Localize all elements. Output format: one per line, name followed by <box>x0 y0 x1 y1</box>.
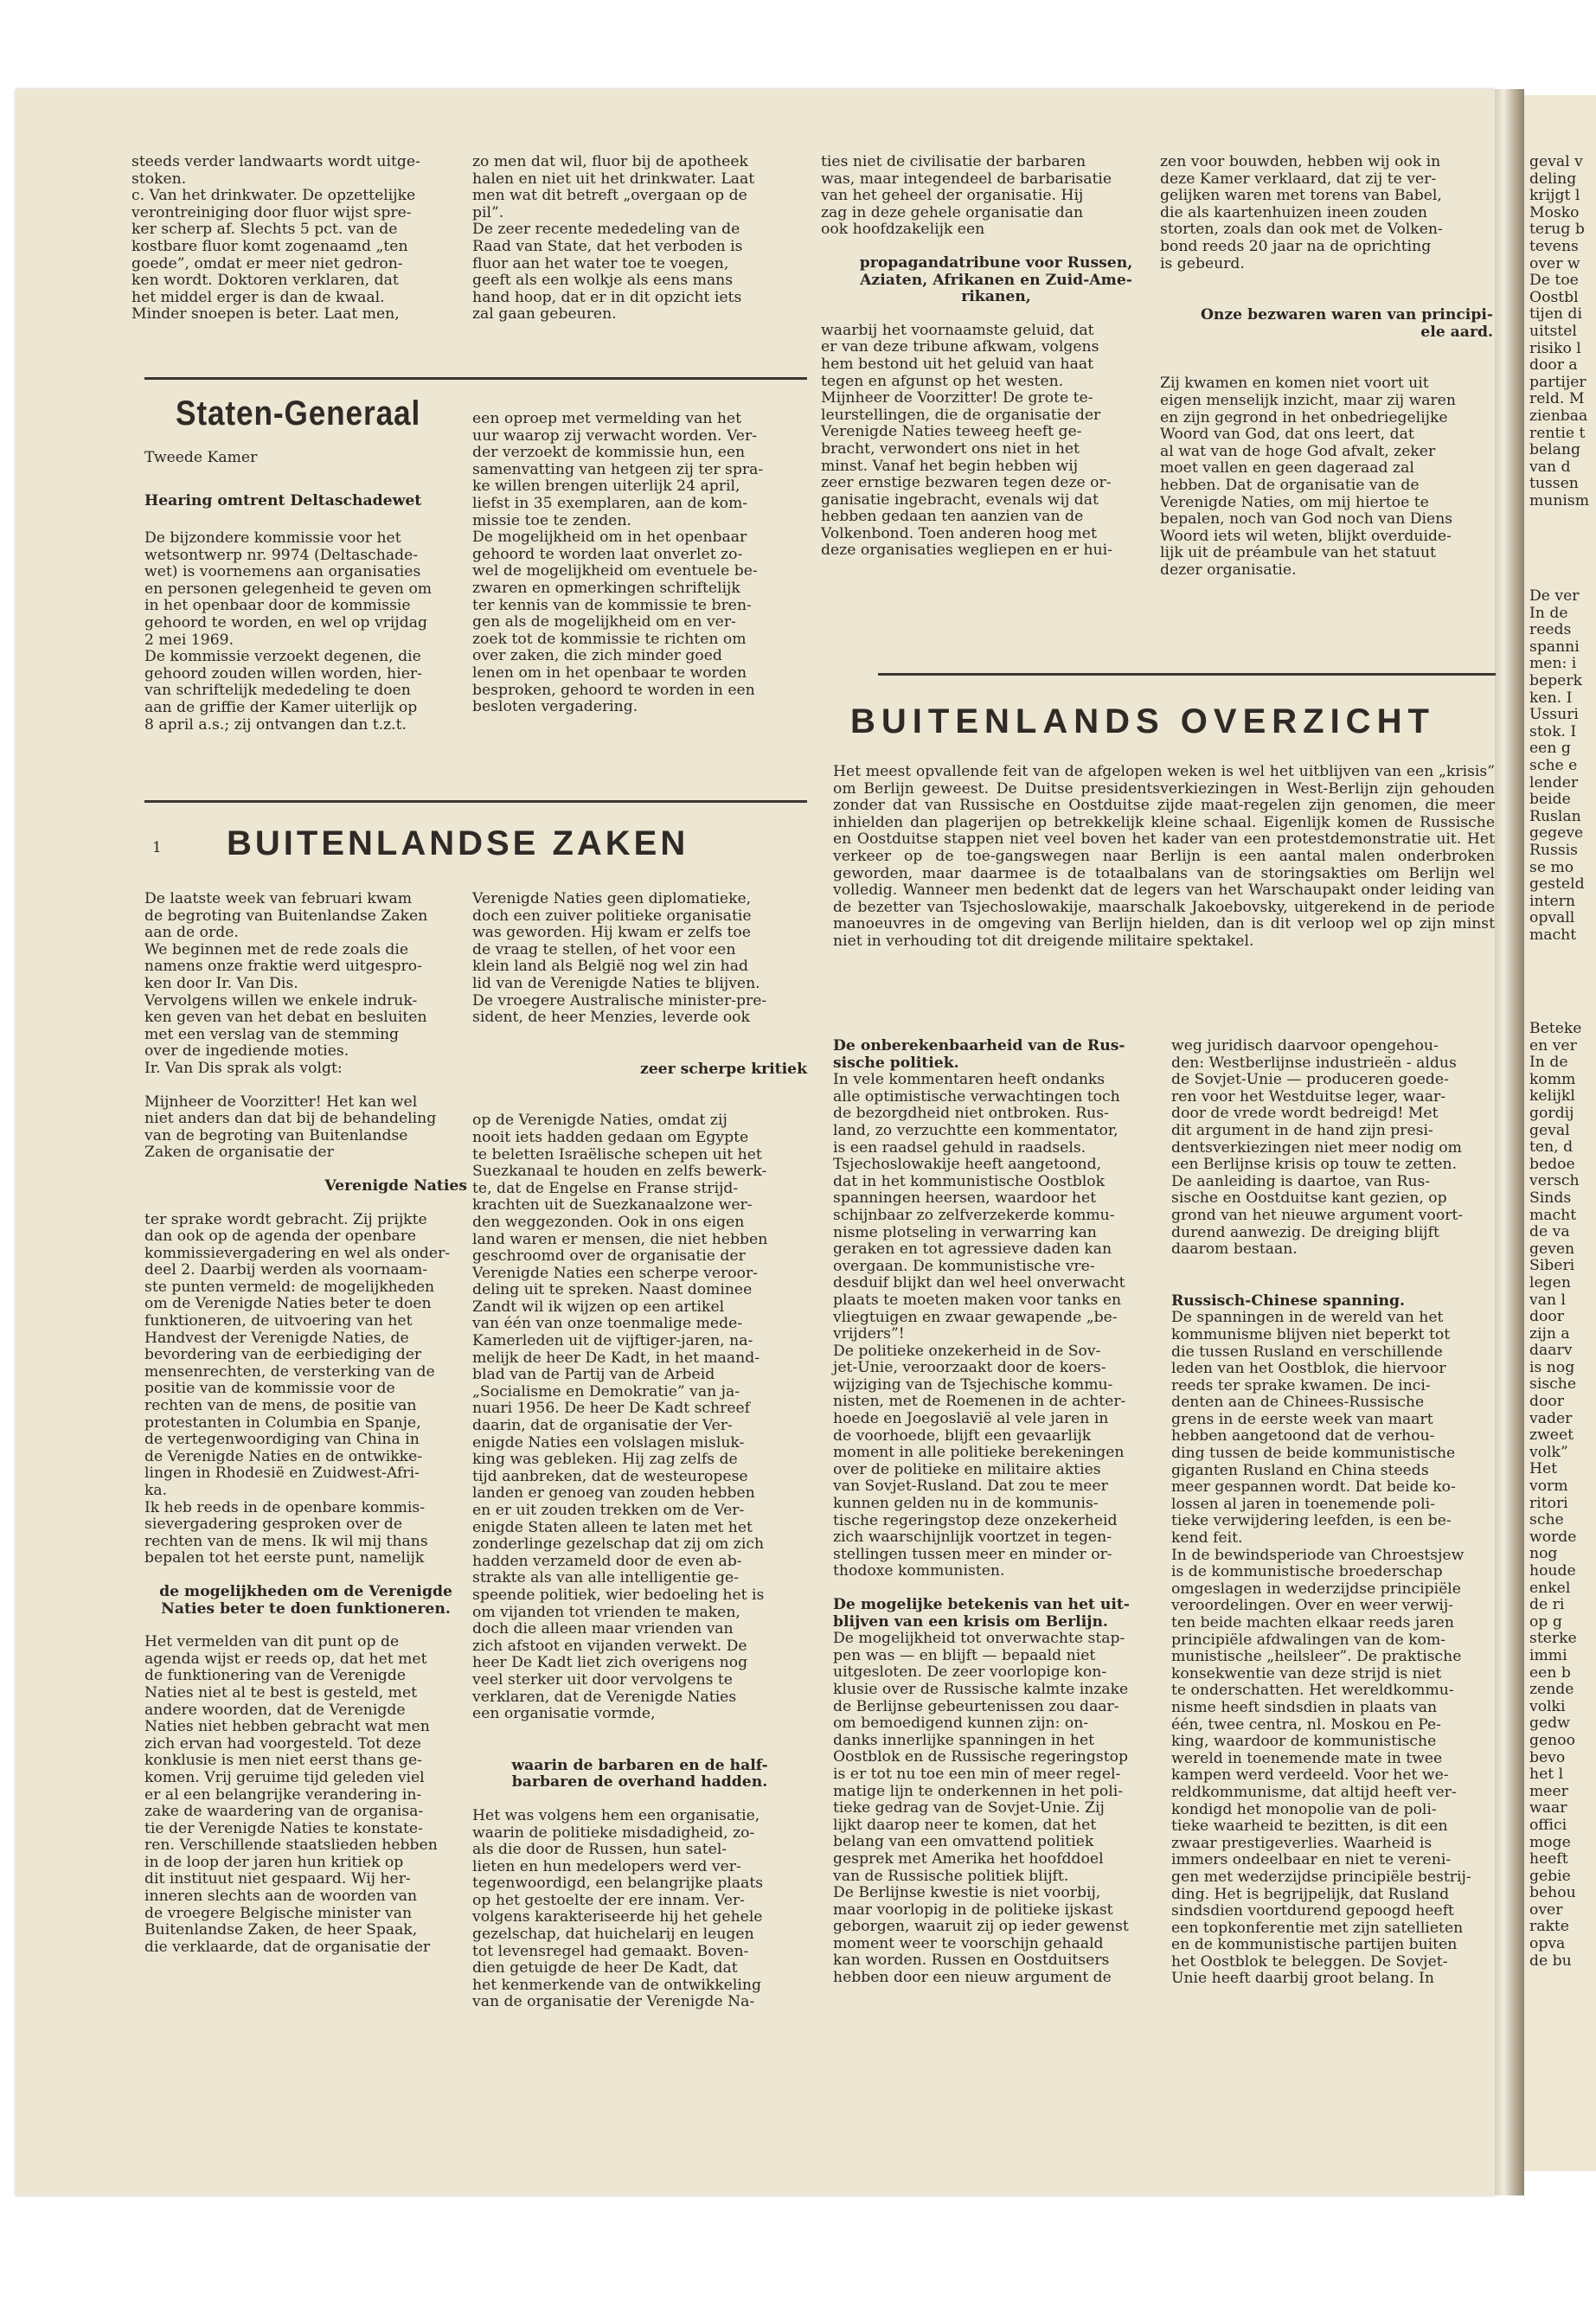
column3-top-text-a: ties niet de civilisatie der barbaren was, maar integendeel de barbarisatie van het geheel der organisatie. Hij zag in deze gehele organisatie dan ook hoofdzakelijk een <box>821 153 1112 239</box>
bz-c1-text-c: ter sprake wordt gebracht. Zij prijkte dan ook op de agenda der openbare kommissievergadering en wel als onder- deel 2. Daarbij werden als voornaam- ste punten vermeld: de mogelijkheden om de Verenigde Naties beter te doen funktioneren, de uitvoering van het Handvest der Verenigde Naties, de bevordering van de eerbiediging der mensenrechten, de versterking van de positie van de kommissie voor de rechten van de mens, de positie van protestanten in Columbia en Spanje, de vertegenwoordiging van China in de Verenigde Naties en de ontwikke- lingen in Rhodesië en Zuidwest-Afri- ka. Ik heb reeds in de openbare kommis- sievergadering gesproken over de rechten van de mens. Ik wil mij thans bepalen tot het eerste punt, namelijk <box>144 1210 451 1567</box>
page-number: 1 <box>152 839 162 856</box>
rule-staten <box>144 377 807 380</box>
rule-buitenlandse-zaken <box>144 800 807 803</box>
staten-subheading: Hearing omtrent Deltaschadewet <box>144 492 422 510</box>
column4-top-text-b: Zij kwamen en komen niet voort uit eigen menselijk inzicht, maar zij waren en zijn gegrond in het onbedriegelijke Woord van God, dat ons leert, dat al wat van de hoge God afvalt, zeker moet vallen en geen dageraad zal hebben. Dat de organisatie van de Verenigde Naties, om mij hiertoe te bepalen, noch van God noch van Diens Woord iets wil weten, blijkt overduide- lijk uit de préambule van het statuut dezer organisatie. <box>1160 375 1456 579</box>
column1-top-text: steeds verder landwaarts wordt uitge- stoken. c. Van het drinkwater. De opzettelijke verontreiniging door fluor wijst spre- ker scherp af. Slechts 5 pct. van de kostbare fluor komt zogenaamd „ten goede”, omdat er meer niet gedron- ken wordt. Doktoren verklaren, dat het middel erger is dan de kwaal. Minder snoepen is beter. Laat men, <box>131 153 420 324</box>
next-page-text-b: De ver In de reeds spanni men: i beperk ken. I Ussuri stok. I een g sche e lender beide Ruslan gegeve Russis se mo gesteld intern opvall macht <box>1529 588 1585 944</box>
column3-top <box>821 154 1154 560</box>
book-spine <box>1495 89 1524 2195</box>
bz-c2-text-b: op de Verenigde Naties, omdat zij nooit iets hadden gedaan om Egypte te beletten Israëlische schepen uit het Suezkanaal te houden en zelfs bewerk- te, dat de Engelse en Franse strijd- krachten uit de Suezkanaalzone wer- den weggezonden. Ook in ons eigen land waren er mensen, die niet hebben geschroomd over de organisatie der Verenigde Naties een scherpe veroor- deling uit te spreken. Naast dominee Zandt wil ik wijzen op een artikel van één van onze toenmalige mede- Kamerleden uit de vijftiger-jaren, na- melijk de heer De Kadt, in het maand- blad van de Partij van de Arbeid „Socialisme en Demokratie” van ja- nuari 1956. De heer De Kadt schreef daarin, dat de organisatie der Ver- enigde Naties een volslagen misluk- king was gebleken. Hij zag zelfs de tijd aanbreken, dat de westeuropese landen er genoeg van zouden hebben en er uit zouden trekken om de Ver- enigde Staten alleen te laten met het zonderlinge gezelschap dat zij om zich hadden verzameld door de even ab- strakte als van alle intelligentie ge- speende politiek, wier bedoeling het is om vijanden tot vrienden te maken, doch die alleen maar vrienden van zich afstoot en vijanden verwekt. De heer De Kadt liet zich overigens nog veel sterker uit door vervolgens te verklaren, dat de Verenigde Naties een organisatie vormde, <box>472 1112 768 1723</box>
rule-buitenlands-overzicht <box>878 673 1496 676</box>
bz-c1-text-d: Het vermelden van dit punt op de agenda wijst er reeds op, dat het met de funktionering van de Verenigde Naties niet al te best is gesteld, met andere woorden, dat de Verenigde Naties niet hebben gebracht wat men zich ervan had voorgesteld. Tot deze konklusie is men niet eerst thans ge- komen. Vrij geruime tijd geleden viel er al een belangrijke verandering in- zake de waardering van de organisa- tie der Verenigde Naties te konstate- ren. Verschillende staatslieden hebben in de loop der jaren hun kritiek op dit instituut niet gespaard. Wij her- inneren slechts aan de woorden van de vroegere Belgische minister van Buitenlandse Zaken, de heer Spaak, die verklaarde, dat de organisatie der <box>144 1633 438 1956</box>
staten-text-1: De bijzondere kommissie voor het wetsontwerp nr. 9974 (Deltaschade- wet) is voornemens aan organisaties en personen gelegenheid te geven om in het openbaar door de kommissie gehoord te worden, en wel op vrijdag 2 mei 1969. De kommissie verzoekt degenen, die gehoord zouden willen worden, hier- van schriftelijk mededeling te doen aan de griffie der Kamer uiterlijk op 8 april a.s.; zij ontvangen dan t.z.t. <box>144 529 433 734</box>
bz-c1-text-a: De laatste week van februari kwam de begroting van Buitenlandse Zaken aan de orde. We beginnen met de rede zoals die namens onze fraktie werd uitgespro- ken door Ir. Van Dis. Vervolgens willen we enkele indruk- ken geven van het debat en besluiten met een verslag van de stemming over de ingediende moties. Ir. Van Dis sprak als volgt: <box>144 890 428 1077</box>
bo-c3-text-b: De mogelijkheid tot onverwachte stap- pen was — en blijft — bepaald niet uitgesloten. De zeer voorlopige kon- klusie over de Russische kalmte inzake de Berlijnse gebeurtenissen zou daar- om bemoedigend kunnen zijn: on- danks innerlijke spanningen in het Oostblok en de Russische regeringstop is er tot nu toe een min of meer regel- matige lijn te onderkennen in het poli- tieke gedrag van de Sovjet-Unie. Zij lijkt daarop neer te komen, dat het belang van een omvattend politiek gesprek met Amerika het hoofddoel van de Russische politiek blijft. De Berlijnse kwestie is niet voorbij, maar voorlopig in de politieke ijskast geborgen, waaruit zij op ieder gewenst moment weer te voorschijn gehaald kan worden. Russen en Oostduitsers hebben door een nieuw argument de <box>833 1630 1129 1987</box>
bo-column-3 <box>833 1038 1157 1987</box>
column3-top-text-b: waarbij het voornaamste geluid, dat er van deze tribune afkwam, volgens hem bestond uit het geluid van haat tegen en afgunst op het westen. Mijnheer de Voorzitter! De grote te- leurstellingen, die de organisatie der Verenigde Naties teweeg heeft ge- bracht, verwondert ons niet in het minst. Vanaf het begin hebben wij zeer ernstige bezwaren tegen deze or- ganisatie ingebracht, evenals wij dat hebben gedaan ten aanzien van de Volkenbond. Toen anderen hoog met deze organisaties wegliepen en er hui- <box>821 321 1112 560</box>
column2-top-text: zo men dat wil, fluor bij de apotheek halen en niet uit het drinkwater. Laat men wat dit betreft „overgaan op de pil”. De zeer recente mededeling van de Raad van State, dat het verboden is fluor aan het water toe te voegen, geeft als een wolkje als eens mans hand hoop, dat er in dit opzicht iets zal gaan gebeuren. <box>472 153 755 324</box>
bz-c2-text-c: Het was volgens hem een organisatie, waarin de politieke misdadigheid, zo- als die door de Russen, hun satel- lieten en hun medelopers werd ver- tegenwoordigd, een belangrijke plaats op het gestoelte der ere innam. Ver- volgens karakteriseerde hij het gehele gezelschap, dat huichelarij en leugen tot levensregel had gemaakt. Boven- dien getuigde de heer De Kadt, dat het kenmerkende van de ontwikkeling van de organisatie der Verenigde Na- <box>472 1806 764 2011</box>
bz-column-1 <box>144 891 467 1956</box>
column3-top-subheading: propagandatribune voor Russen, Aziaten, Afrikanen en Zuid-Ame- rikanen, <box>859 253 1133 306</box>
bz-c1-text-b: Mijnheer de Voorzitter! Het kan wel niet anders dan dat bij de behandeling van de begroting van Buitenlandse Zaken de organisatie der <box>144 1093 437 1162</box>
bo-c3-text-a: In vele kommentaren heeft ondanks alle optimistische verwachtingen toch de bezorgdheid niet ontbroken. Rus- land, zo verzuchtte een kommentator, is een raadsel gehuld in raadsels. Tsjechoslowakije heeft aangetoond, dat in het kommunistische Oostblok spanningen heersen, waardoor het schijnbaar zo zelfverzekerde kommu- nisme plotseling in verwarring kan geraken en tot agressieve daden kan overgaan. De kommunistische vre- desduif blijkt dan wel heel onverwacht plaats te moeten maken voor tanks en vliegtuigen en zwaar gewapende „be- vrijders”! De politieke onzekerheid in de Sov- jet-Unie, veroorzaakt door de koers- wijziging van de Tsjechische kommu- nisten, met de Roemenen in de achter- hoede en Joegoslavië al vele jaren in de voorhoede, blijft een gevaarlijk moment in alle politieke berekeningen over de politieke en militaire akties van Sovjet-Rusland. Dat zou te meer kunnen gelden nu in de kommunis- tische regeringstop deze onzekerheid zich waarschijnlijk voortzet in tegen- stellingen tussen meer en minder or- thodoxe kommunisten. <box>833 1071 1126 1580</box>
staten-chamber: Tweede Kamer <box>144 449 258 466</box>
staten-text-2: een oproep met vermelding van het uur waarop zij verwacht worden. Ver- der verzoekt de kommissie hun, een samenvatting van hetgeen zij ter spra- ke willen brengen uiterlijk 24 april, liefst in 35 exemplaren, aan de kom- missie toe te zenden. De mogelijkheid om in het openbaar gehoord te worden laat onverlet zo- wel de mogelijkheid om eventuele be- zwaren en opmerkingen schriftelijk ter kennis van de kommissie te bren- gen als de mogelijkheid om en ver- zoek tot de kommissie te richten om over zaken, die zich minder goed lenen om in het openbaar te worden besproken, gehoord te worden in een besloten vergadering. <box>472 410 764 716</box>
heading-staten-generaal: Staten-Generaal <box>176 394 421 433</box>
bz-column-2 <box>472 891 807 2011</box>
heading-buitenlands-overzicht: BUITENLANDS OVERZICHT <box>850 702 1435 740</box>
bo-c4-subheading-1: Russisch-Chinese spanning. <box>1171 1292 1406 1310</box>
bo-c3-subheading-1: De onberekenbaarheid van de Rus- sische politiek. <box>833 1037 1125 1072</box>
bz-c2-subheading-1: zeer scherpe kritiek <box>639 1060 807 1078</box>
bz-c2-subheading-2: waarin de barbaren en de half- barbaren de overhand hadden. <box>511 1756 768 1791</box>
bz-c1-subheading-2: de mogelijkheden om de Verenigde Naties beter te doen funktioneren. <box>159 1582 452 1618</box>
next-page-text-c: Beteke en ver In de komm kelijkl gordij geval ten, d bedoe versch Sinds macht de va geven Siberi legen van l door zijn a daarv is nog sische door vader zweet volk” Het vorm ritori sche worde nog houde enkel de ri op g sterke immi een b zende volki gedw genoo bevo het l meer waar offici moge heeft gebie behou over rakte opva de bu <box>1529 1021 1582 1970</box>
column4-top-text-a: zen voor bouwden, hebben wij ook in deze Kamer verklaard, dat zij te ver- gelijken waren met torens van Babel, die als kaartenhuizen ineen zouden storten, zoals dan ook met de Volken- bond reeds 20 jaar na de oprichting is gebeurd. <box>1160 153 1443 272</box>
column4-top-subheading: Onze bezwaren waren van principi- ele aard. <box>1200 306 1493 341</box>
next-page-text-a: geval v deling krijgt l Mosko terug b tevens over w De toe Oostbl tijen di uitstel risiko l door a partijer reld. M zienbaa rentie t belang van d tussen munism <box>1529 154 1590 510</box>
bz-c2-text-a: Verenigde Naties geen diplomatieke, doch een zuiver politieke organisatie was geworden. Hij kwam er zelfs toe de vraag te stellen, of het voor een klein land als België nog wel zin had lid van de Verenigde Naties te blijven. De vroegere Australische minister-pre- sident, de heer Menzies, leverde ook <box>472 890 767 1027</box>
bo-c3-subheading-2: De mogelijke betekenis van het uit- blijven van een krisis om Berlijn. <box>833 1596 1130 1631</box>
heading-buitenlandse-zaken: BUITENLANDSE ZAKEN <box>227 824 689 862</box>
bo-intro: Het meest opvallende feit van de afgelopen weken is wel het uitblijven van een „krisis” om Berlijn geweest. De Duitse presidentsverkiezingen in West-Berlijn zijn gehouden zonder dat van Russische en Oostduitse zijde maat-regelen zijn genomen, die meer inhielden dan plagerijen op betrekkelijk kleine schaal. Eigenlijk komen de Russische en Oostduitse stappen niet veel boven het kader van een protestdemonstratie uit. Het verkeer op de toe-gangswegen naar Berlijn is een aantal malen onderbroken geworden, maar daarmee is de totaalbalans van de storingsakties om Berlijn wel volledig. Wanneer men bedenkt dat de legers van het Warschaupakt onder leiding van de bezetter van Tsjechoslowakije, maarschalk Jakoebovsky, uitgerekend in de periode manoeuvres in de omgeving van Berlijn hielden, dan is dit verloop wel op zijn minst niet in verhouding tot dit dreigende militaire spektakel. <box>833 763 1495 950</box>
bz-c1-subheading-1: Verenigde Naties <box>324 1176 467 1195</box>
bo-c4-text-a: weg juridisch daarvoor opengehou- den: Westberlijnse industrieën - aldus de Sovjet-Unie — produceren goede- ren voor het Westduitse leger, waar- door de vrede wordt bedreigd! Met dit argument in de hand zijn presi- dentsverkiezingen niet meer nodig om een Berlijnse krisis op touw te zetten. De aanleiding is daartoe, van Rus- sische en Oostduitse kant gezien, op grond van het nieuwe argument voort- durend aanwezig. De dreiging blijft daarom bestaan. <box>1171 1037 1464 1259</box>
bo-column-4 <box>1171 1038 1495 1988</box>
column4-top <box>1160 154 1493 579</box>
bo-c4-text-b: De spanningen in de wereld van het kommunisme blijven niet beperkt tot die tussen Rusland en verschillende leden van het Oostblok, die hiervoor reeds ter sprake kwamen. De inci- denten aan de Chinees-Russische grens in de eerste week van maart hebben aangetoond dat de verhou- ding tussen de beide kommunistische giganten Rusland en China steeds meer gespannen wordt. Dat beide ko- lossen al jaren in toenemende poli- tieke verwijdering leefden, is een be- kend feit. In de bewindsperiode van Chroestsjew is de kommunistische broederschap omgeslagen in wederzijdse principiële veroordelingen. Over en weer verwij- ten beide machten elkaar reeds jaren principiële afdwalingen van de kom- munistische „heilsleer”. De praktische konsekwentie van deze strijd is niet te onderschatten. Het wereldkommu- nisme heeft sindsdien in plaats van één, twee centra, nl. Moskou en Pe- king, waardoor de kommunistische wereld in toenemende mate in twee kampen werd verdeeld. Voor het we- reldkommunisme, dat altijd heeft ver- kondigd het monopolie van de poli- tieke waarheid te bezitten, is dit een zwaar prestigeverlies. Waarheid is immers ondeelbaar en niet te vereni- gen met wederzijdse principiële bestrij- ding. Het is begrijpelijk, dat Rusland sindsdien voortdurend gepoogd heeft een topkonferentie met zijn satellieten en de kommunistische partijen buiten het Oostblok te beleggen. De Sovjet- Unie heeft daarbij groot belang. In <box>1171 1309 1471 1988</box>
